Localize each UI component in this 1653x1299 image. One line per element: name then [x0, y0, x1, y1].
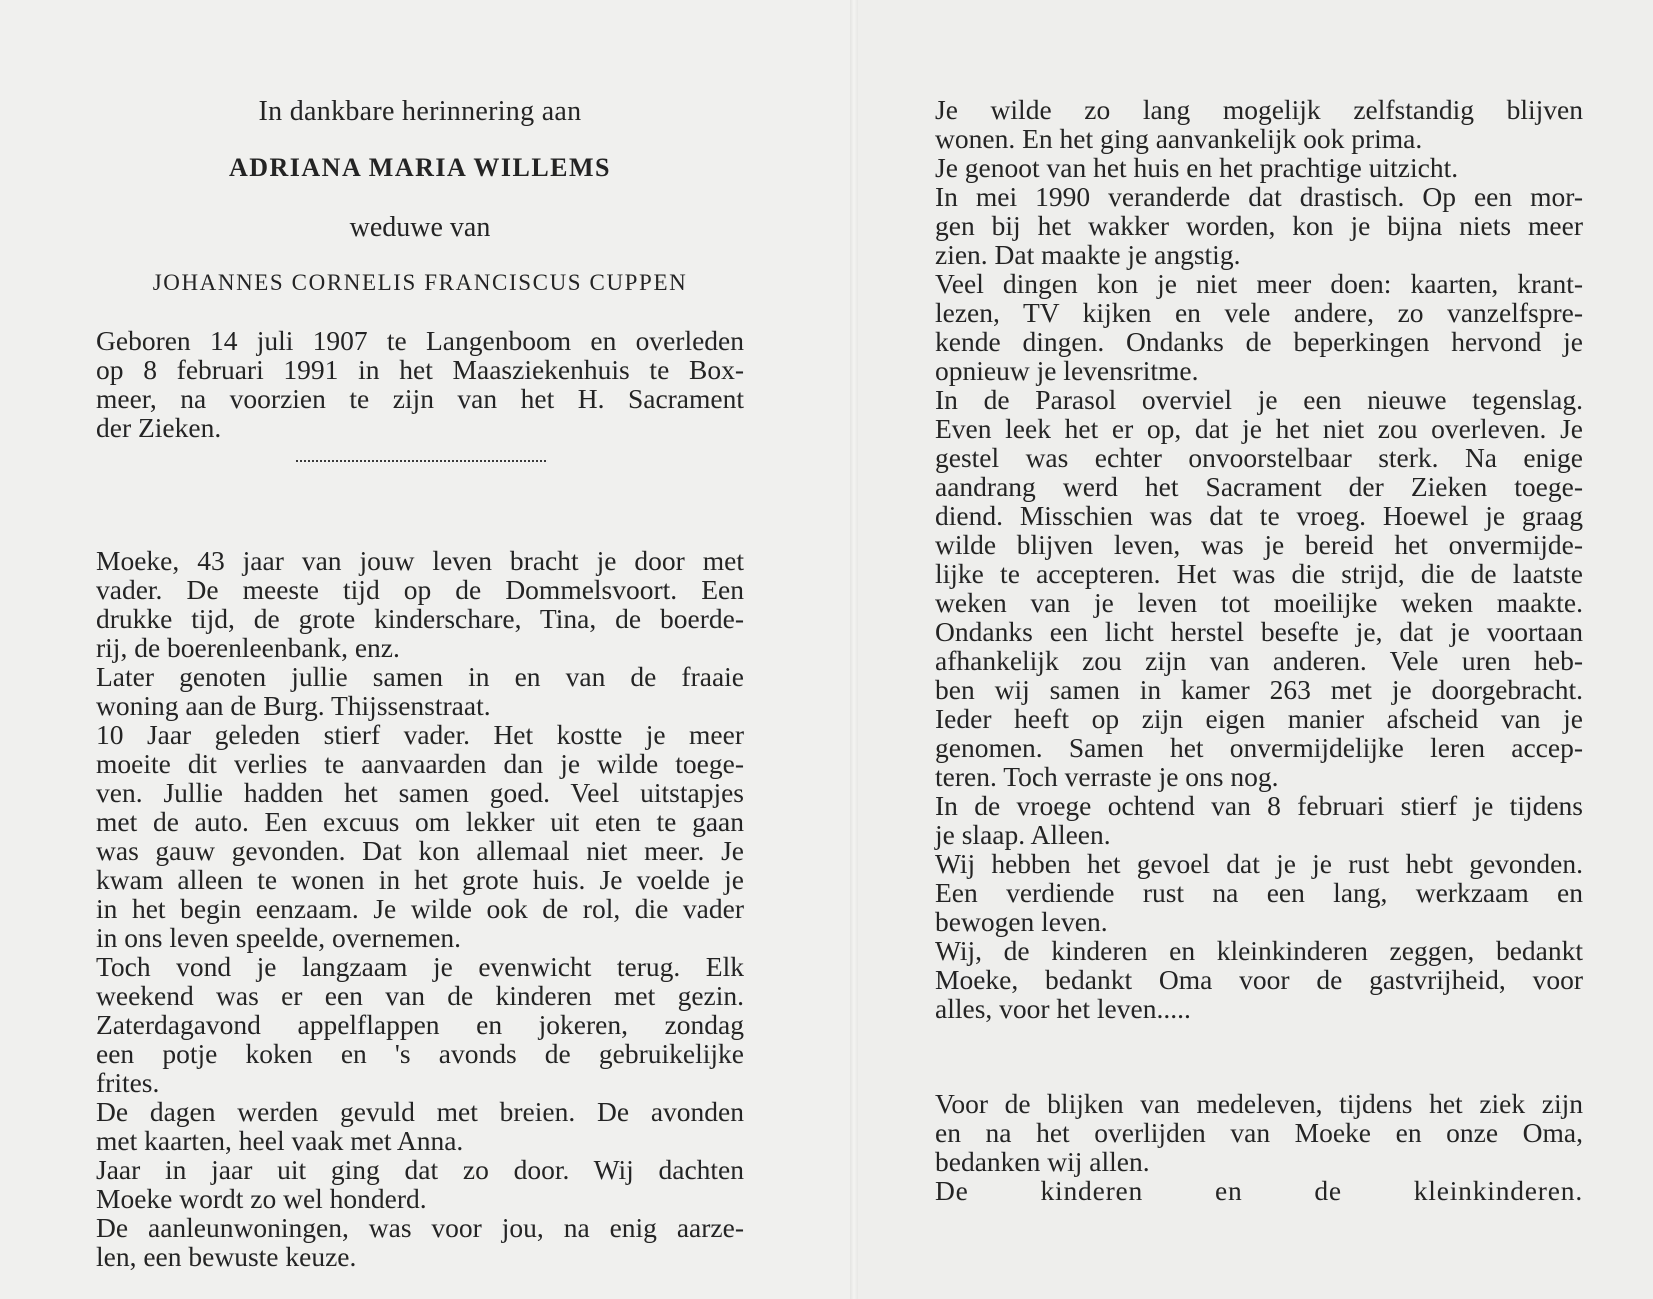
thanks-paragraph [935, 1089, 1583, 1176]
paragraph [96, 1155, 744, 1213]
text-line: Je wilde zo lang mogelijk zelfstandig blijven [935, 94, 1583, 125]
text-line: gestel was echter onvoorstelbaar sterk. Na enige [935, 442, 1583, 473]
text-line: Geboren 14 juli 1907 te Langenboom en overleden [96, 325, 744, 356]
text-line: Zaterdagavond appelflappen en jokeren, zondag [96, 1009, 744, 1040]
text-line: in het begin eenzaam. Je wilde ook de rol, die vader [96, 893, 744, 924]
signature-line [935, 1176, 1583, 1205]
paragraph [96, 662, 744, 720]
text-line: teren. Toch verraste je ons nog. [935, 761, 1279, 792]
paragraph [96, 720, 744, 952]
text-line: Ondanks een licht herstel besefte je, dat je voortaan [935, 616, 1583, 647]
paragraph [96, 546, 744, 662]
text-line: Moeke, 43 jaar van jouw leven bracht je door met [96, 545, 744, 576]
text-line: Wij, de kinderen en kleinkinderen zeggen, bedankt [935, 935, 1583, 966]
text-line: bedanken wij allen. [935, 1146, 1150, 1177]
text-line: De dagen werden gevuld met breien. De avonden [96, 1096, 744, 1127]
deceased-name: ADRIANA MARIA WILLEMS [228, 153, 612, 182]
text-line: der Zieken. [96, 412, 222, 443]
paragraph [935, 385, 1583, 791]
paragraph [935, 269, 1583, 385]
paragraph [96, 952, 744, 1097]
text-line: moeite dit verlies te aanvaarden dan je wilde toege- [96, 748, 744, 779]
text-line: De aanleunwoningen, was voor jou, na enig aarze- [96, 1212, 744, 1243]
text-line: In de vroege ochtend van 8 februari stierf je tijdens [935, 790, 1583, 821]
text-line: wilde blijven leven, was je bereid het onvermijde- [935, 529, 1583, 560]
text-line: rij, de boerenleenbank, enz. [96, 632, 400, 663]
widow-of-line: weduwe van [349, 212, 491, 243]
text-line: Wij hebben het gevoel dat je je rust hebt gevonden. [935, 848, 1583, 879]
text-line: gen bij het wakker worden, kon je bijna niets meer [935, 210, 1583, 241]
text-line: wonen. En het ging aanvankelijk ook prima. [935, 123, 1423, 154]
text-line: zien. Dat maakte je angstig. [935, 239, 1241, 270]
text-line: Later genoten jullie samen in en van de fraaie [96, 661, 744, 692]
text-line: len, een bewuste keuze. [96, 1241, 357, 1272]
text-line: bewogen leven. [935, 906, 1108, 937]
birth-paragraph [96, 326, 744, 442]
text-line: Voor de blijken van medeleven, tijdens het ziek zijn [935, 1088, 1583, 1119]
text-line: in ons leven speelde, overnemen. [96, 922, 462, 953]
text-line: In mei 1990 veranderde dat drastisch. Op een mor- [935, 181, 1583, 212]
text-line: drukke tijd, de grote kinderschare, Tina, de boerde- [96, 603, 744, 634]
text-line: was gauw gevonden. Dat kon allemaal niet meer. Je [96, 835, 744, 866]
section-gap [935, 1023, 1583, 1089]
paragraph [96, 1213, 744, 1271]
text-line: met de auto. Een excuus om lekker uit eten te gaan [96, 806, 744, 837]
text-line: aandrang werd het Sacrament der Zieken toege- [935, 471, 1583, 502]
text-line: Moeke, bedankt Oma voor de gastvrijheid, voor [935, 964, 1583, 995]
text-line: lezen, TV kijken en vele andere, zo vanzelfspre- [935, 297, 1583, 328]
left-column-text [96, 326, 744, 1271]
separator-gap [96, 442, 744, 508]
paragraph [935, 153, 1583, 182]
text-line: vader. De meeste tijd op de Dommelsvoort. Een [96, 574, 744, 605]
paragraph [935, 849, 1583, 936]
signature-text: De kinderen en de kleinkinderen. [935, 1175, 1583, 1206]
text-line: lijke te accepteren. Het was die strijd, die de laatste [935, 558, 1583, 589]
paragraph [96, 1097, 744, 1155]
right-column-text [935, 95, 1583, 1205]
text-line: meer, na voorzien te zijn van het H. Sacrament [96, 383, 744, 414]
text-line: In de Parasol overviel je een nieuwe tegenslag. [935, 384, 1583, 415]
text-line: frites. [96, 1067, 160, 1098]
text-line: met kaarten, heel vaak met Anna. [96, 1125, 464, 1156]
text-line: alles, voor het leven..... [935, 993, 1191, 1024]
text-line: Jaar in jaar uit ging dat zo door. Wij dachten [96, 1154, 744, 1185]
text-line: Ieder heeft op zijn eigen manier afscheid van je [935, 703, 1583, 734]
text-line: op 8 februari 1991 in het Maasziekenhuis te Box- [96, 354, 744, 385]
dotted-separator [296, 460, 546, 462]
text-line: Toch vond je langzaam je evenwicht terug. Elk [96, 951, 744, 982]
text-line: ben wij samen in kamer 263 met je doorgebracht. [935, 674, 1583, 705]
text-line: ven. Jullie hadden het samen goed. Veel uitstapjes [96, 777, 744, 808]
text-line: je slaap. Alleen. [935, 819, 1111, 850]
husband-name: JOHANNES CORNELIS FRANCISCUS CUPPEN [152, 270, 688, 295]
paragraph [935, 936, 1583, 1023]
paragraph [935, 791, 1583, 849]
text-line: afhankelijk zou zijn van anderen. Vele uren heb- [935, 645, 1583, 676]
text-line: weekend was er een van de kinderen met gezin. [96, 980, 744, 1011]
text-line: Veel dingen kon je niet meer doen: kaarten, krant- [935, 268, 1583, 299]
paragraph [935, 182, 1583, 269]
text-line: kwam alleen te wonen in het grote huis. Je voelde je [96, 864, 744, 895]
text-line: genomen. Samen het onvermijdelijke leren accep- [935, 732, 1583, 763]
text-line: diend. Misschien was dat te vroeg. Hoewel je graag [935, 500, 1583, 531]
text-line: Even leek het er op, dat je het niet zou overleven. Je [935, 413, 1583, 444]
text-line: een potje koken en 's avonds de gebruikelijke [96, 1038, 744, 1069]
text-line: weken van je leven tot moeilijke weken maakte. [935, 587, 1583, 618]
paragraph [935, 95, 1583, 153]
text-line: Een verdiende rust na een lang, werkzaam en [935, 877, 1583, 908]
text-line: Je genoot van het huis en het prachtige uitzicht. [935, 152, 1459, 183]
card-fold [850, 0, 858, 1299]
intro-line: In dankbare herinnering aan [258, 96, 582, 127]
text-line: en na het overlijden van Moeke en onze Oma, [935, 1117, 1583, 1148]
text-line: 10 Jaar geleden stierf vader. Het kostte je meer [96, 719, 744, 750]
text-line: woning aan de Burg. Thijssenstraat. [96, 690, 491, 721]
separator-gap [96, 508, 744, 546]
text-line: kende dingen. Ondanks de beperkingen hervond je [935, 326, 1583, 357]
text-line: opnieuw je levensritme. [935, 355, 1199, 386]
text-line: Moeke wordt zo wel honderd. [96, 1183, 427, 1214]
